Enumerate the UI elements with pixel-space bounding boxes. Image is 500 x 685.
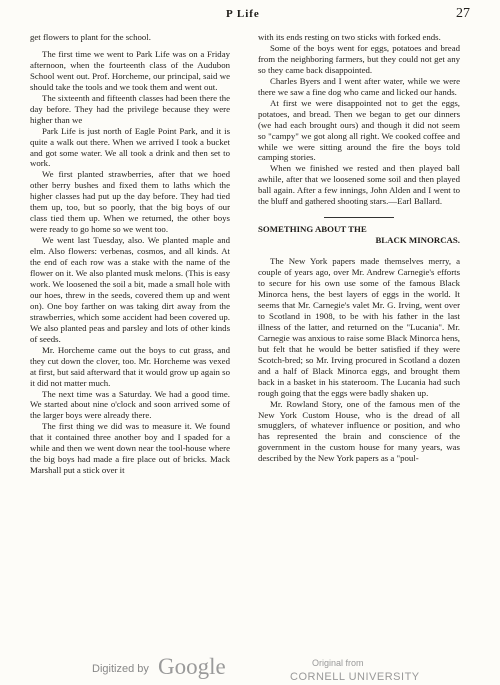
paragraph: At first we were disappointed not to get the eggs, potatoes, and bread. Then we began to get our dinners (we had each brought ours) and though it did not seem so "campy" we got along all right. We cooked coffee and while we were sitting around the fire the boys told camping stories. bbox=[258, 97, 460, 163]
paragraph: We first planted strawberries, after that we hoed other berry bushes and fixed them to laths which the higher classes had put up the day before. They had tied them up, too, but so poorly, that the big boys of our class tied them up. When we returned, the other boys were ready to go home so we went too. bbox=[30, 169, 230, 235]
paragraph: When we finished we rested and then played ball awhile, after that we loosened some soil and then played ball again. After a few innings, John Alden and I went to the bluff and gathered shooting stars.—Earl Ballard. bbox=[258, 163, 460, 207]
page-header bbox=[30, 8, 470, 26]
library-name: CORNELL UNIVERSITY bbox=[290, 671, 420, 683]
google-logo: Google bbox=[158, 654, 226, 679]
running-title: P Life bbox=[226, 8, 260, 20]
page-number: 27 bbox=[456, 6, 470, 21]
paragraph: The New York papers made themselves merry, a couple of years ago, over Mr. Andrew Carnegie's efforts to secure for his own use some of the famous Black Minorca hens, the best layers of eggs in the world. It seems that Mr. Carnegie's valet Mr. G. Irving, went over to Scotland in 1908, to be with his father in the last illness of the latter, and returned on the "Lucania". Mr. Carnegie was anxious to raise some Black Minorca hens, but felt that he would be better satisfied if they were Scotch-bred; so Mr. Irving procured in Scotland a dozen and a half of Black Minorca eggs, and brought them back in a basket in his stateroom. The Lucania had such rough going that the eggs were badly shaken up. bbox=[258, 256, 460, 398]
paragraph: get flowers to plant for the school. bbox=[30, 32, 151, 42]
paragraph: with its ends resting on two sticks with forked ends. bbox=[258, 32, 441, 42]
original-from-text: Original from bbox=[312, 658, 364, 668]
paragraph: The next time was a Saturday. We had a good time. We started about nine o'clock and soon arrived some of the larger boys were already there. bbox=[30, 388, 230, 421]
paragraph: Some of the boys went for eggs, potatoes and bread from the neighboring farmers, but they could not get any so they came back disappointed. bbox=[258, 42, 460, 75]
article-title-continued: BLACK MINORCAS. bbox=[375, 235, 460, 246]
digitization-footer bbox=[0, 653, 500, 685]
section-divider bbox=[324, 217, 394, 218]
article-title: SOMETHING ABOUT THE bbox=[258, 224, 367, 235]
left-column bbox=[30, 32, 230, 476]
paragraph: The first time we went to Park Life was on a Friday afternoon, when the fourteenth class of the Audubon School went out. Prof. Horcheme, our principal, said we should take the tools and we took them and went out. bbox=[30, 48, 230, 92]
digitized-by-text: Digitized by bbox=[92, 663, 149, 675]
paragraph: The first thing we did was to measure it. We found that it contained three another boy and I spaded for a while and then we went down near the tool-house where the big boys had made a fire place out of bricks. Mack Marshall put a stick over it bbox=[30, 421, 230, 476]
paragraph: Mr. Horcheme came out the boys to cut grass, and they cut down the clover, too. Mr. Horcheme was vexed at first, but said afterward that it would grow up again so it did not matter much. bbox=[30, 344, 230, 388]
paragraph: We went last Tuesday, also. We planted maple and elm. Also flowers: verbenas, cosmos, and all kinds. At the end of each row was a stake with the name of the flower on it. We also planted musk melons. (This is easy work. We loosened the soil a bit, made a small hole with our hoes, threw in the seeds, covered them up and went on). One boy farther on was taking dirt away from the strawberries, which some accident had been covered up. We also planted peas and parsley and lots of other kinds of seeds. bbox=[30, 235, 230, 344]
paragraph: Charles Byers and I went after water, while we were there we saw a fine dog who came and licked our hands. bbox=[258, 75, 460, 97]
paragraph: Mr. Rowland Story, one of the famous men of the New York Custom House, who is the dread of all smugglers, of whatever influence or position, and who has represented the brain and conscience of the government in the custom house for many years, was described by the New York papers as a "poul- bbox=[258, 398, 460, 464]
right-column bbox=[258, 32, 460, 464]
paragraph: Park Life is just north of Eagle Point Park, and it is quite a walk out there. When we arrived I took a bucket and got some water. We all took a drink and then set to work. bbox=[30, 125, 230, 169]
paragraph: The sixteenth and fifteenth classes had been there the day before. They had the privilege because they were higher than we bbox=[30, 92, 230, 125]
